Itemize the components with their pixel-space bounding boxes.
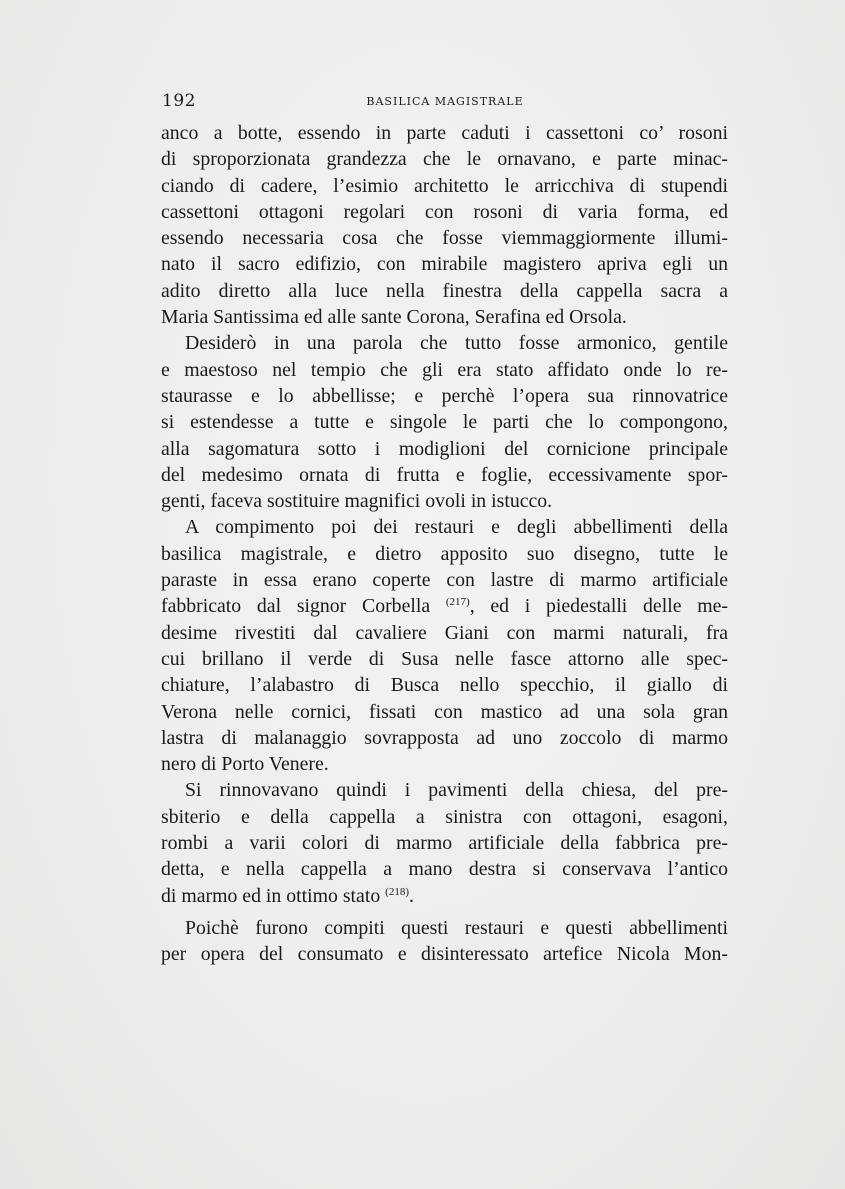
- text-line: staurasse e lo abbellisse; e perchè l’opera sua rinnovatrice: [161, 384, 728, 407]
- text-line: Si rinnovavano quindi i pavimenti della chiesa, del pre-: [185, 779, 728, 802]
- text-fragment: di marmo ed in ottimo stato: [161, 884, 386, 907]
- text-fragment: , ed i piedestalli delle me-: [469, 595, 728, 618]
- text-line: Maria Santissima ed alle sante Corona, Serafina ed Orsola.: [161, 306, 627, 329]
- paragraph-3: [161, 514, 728, 777]
- text-line: cui brillano il verde di Susa nelle fasce attorno alle spec-: [161, 647, 728, 670]
- text-line: si estendesse a tutte e singole le parti che lo compongono,: [161, 411, 728, 434]
- text-line: Poichè furono compiti questi restauri e questi abbellimenti: [185, 916, 728, 939]
- text-line: rombi a varii colori di marmo artificiale della fabbrica pre-: [161, 832, 728, 855]
- text-line: Desiderò in una parola che tutto fosse armonico, gentile: [185, 332, 728, 355]
- paragraph-1: [161, 120, 728, 330]
- text-line: lastra di malanaggio sovrapposta ad uno zoccolo di marmo: [161, 726, 728, 749]
- text-line: cassettoni ottagoni regolari con rosoni di varia forma, ed: [161, 200, 728, 223]
- text-line-with-footnote: [161, 593, 728, 619]
- text-line: ciando di cadere, l’esimio architetto le arricchiva di stupendi: [161, 174, 728, 197]
- text-line: di sproporzionata grandezza che le ornavano, e parte minac-: [161, 148, 728, 171]
- body-text: [161, 120, 728, 968]
- text-line: Verona nelle cornici, fissati con mastico ad una sola gran: [161, 700, 728, 723]
- text-line: genti, faceva sostituire magnifici ovoli in istucco.: [161, 490, 553, 513]
- paragraph-2: [161, 330, 728, 514]
- paragraph-4: [161, 777, 728, 908]
- text-line: A compimento poi dei restauri e degli abbellimenti della: [185, 516, 728, 539]
- text-line: essendo necessaria cosa che fosse viemmaggiormente illumi-: [161, 227, 728, 250]
- footnote-ref: (218): [385, 885, 409, 898]
- text-line-with-footnote: [161, 883, 728, 909]
- text-line: sbiterio e della cappella a sinistra con ottagoni, esagoni,: [161, 805, 728, 828]
- page-header: [162, 91, 728, 115]
- paragraph-5: [161, 915, 728, 968]
- text-line: anco a botte, essendo in parte caduti i cassettoni co’ rosoni: [161, 122, 728, 144]
- running-title: BASILICA MAGISTRALE: [366, 95, 524, 108]
- text-line: adito diretto alla luce nella finestra della cappella sacra a: [161, 279, 728, 302]
- text-line: nato il sacro edifizio, con mirabile magistero apriva egli un: [161, 253, 728, 276]
- page-number: 192: [162, 91, 196, 111]
- text-line: del medesimo ornata di frutta e foglie, eccessivamente spor-: [161, 463, 728, 486]
- text-line: nero di Porto Venere.: [161, 753, 329, 776]
- text-line: desime rivestiti dal cavaliere Giani con marmi naturali, fra: [161, 621, 728, 644]
- text-fragment: .: [409, 884, 414, 907]
- text-line: per opera del consumato e disinteressato artefice Nicola Mon-: [161, 943, 728, 966]
- footnote-ref: (217): [445, 596, 470, 609]
- text-line: chiature, l’alabastro di Busca nello specchio, il giallo di: [161, 674, 728, 697]
- text-line: detta, e nella cappella a mano destra si conservava l’antico: [161, 858, 728, 881]
- text-line: paraste in essa erano coperte con lastre di marmo artificiale: [161, 569, 728, 592]
- text-line: basilica magistrale, e dietro apposito suo disegno, tutte le: [161, 542, 728, 565]
- text-line: e maestoso nel tempio che gli era stato affidato onde lo re-: [161, 358, 728, 381]
- text-line: alla sagomatura sotto i modiglioni del cornicione principale: [161, 437, 728, 460]
- text-fragment: fabbricato dal signor Corbella: [161, 595, 446, 618]
